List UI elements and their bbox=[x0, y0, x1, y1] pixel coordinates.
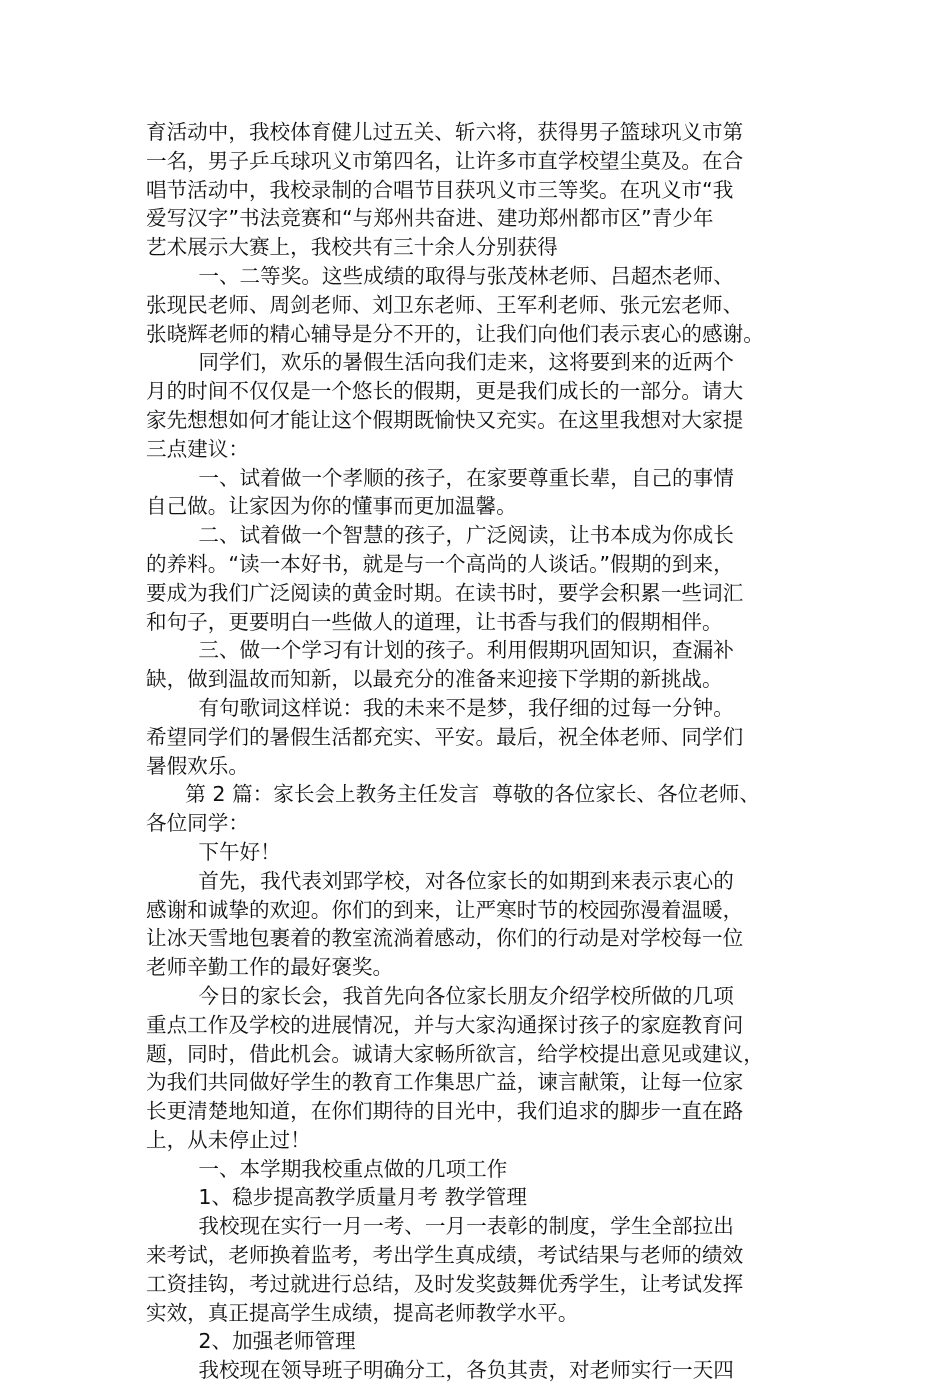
text-line: 张现民老师、周剑老师、刘卫东老师、王军利老师、张元宏老师、 bbox=[146, 292, 744, 317]
text-line: 2、加强老师管理 bbox=[146, 1329, 356, 1354]
text-line: 第 2 篇：家长会上教务主任发言 尊敬的各位家长、各位老师、 bbox=[146, 782, 760, 807]
text-line: 希望同学们的暑假生活都充实、平安。最后，祝全体老师、同学们 bbox=[146, 724, 744, 749]
text-line: 让冰天雪地包裹着的教室流淌着感动，你们的行动是对学校每一位 bbox=[146, 926, 744, 951]
text-line: 爱写汉字”书法竞赛和“与郑州共奋进、建功郑州都市区”青少年 bbox=[146, 206, 714, 231]
text-line: 感谢和诚挚的欢迎。你们的到来，让严寒时节的校园弥漫着温暖， bbox=[146, 897, 744, 922]
text-line: 二、试着做一个智慧的孩子，广泛阅读，让书本成为你成长 bbox=[146, 523, 734, 548]
text-line: 重点工作及学校的进展情况，并与大家沟通探讨孩子的家庭教育问 bbox=[146, 1012, 744, 1037]
text-line: 唱节活动中，我校录制的合唱节目获巩义市三等奖。在巩义市“我 bbox=[146, 177, 734, 202]
text-line: 的养料。“读一本好书，就是与一个高尚的人谈话。”假期的到来， bbox=[146, 551, 734, 576]
text-line: 家先想想如何才能让这个假期既愉快又充实。在这里我想对大家提 bbox=[146, 407, 744, 432]
text-line: 同学们，欢乐的暑假生活向我们走来，这将要到来的近两个 bbox=[146, 350, 734, 375]
text-line: 张晓辉老师的精心辅导是分不开的，让我们向他们表示衷心的感谢。 bbox=[146, 321, 764, 346]
text-line: 今日的家长会，我首先向各位家长朋友介绍学校所做的几项 bbox=[146, 983, 734, 1008]
text-line: 下午好！ bbox=[146, 839, 281, 864]
text-line: 自己做。让家因为你的懂事而更加温馨。 bbox=[146, 494, 517, 519]
text-line: 各位同学： bbox=[146, 811, 249, 836]
text-line: 一、试着做一个孝顺的孩子，在家要尊重长辈，自己的事情 bbox=[146, 465, 734, 490]
text-line: 为我们共同做好学生的教育工作集思广益，谏言献策，让每一位家 bbox=[146, 1070, 744, 1095]
text-line: 缺，做到温故而知新，以最充分的准备来迎接下学期的新挑战。 bbox=[146, 667, 723, 692]
text-line: 首先，我代表刘郢学校，对各位家长的如期到来表示衷心的 bbox=[146, 868, 734, 893]
text-line: 艺术展示大赛上，我校共有三十余人分别获得 bbox=[146, 235, 558, 260]
text-line: 长更清楚地知道，在你们期待的目光中，我们追求的脚步一直在路 bbox=[146, 1099, 744, 1124]
text-line: 工资挂钩，考过就进行总结，及时发奖鼓舞优秀学生，让考试发挥 bbox=[146, 1271, 744, 1296]
text-line: 三、做一个学习有计划的孩子。利用假期巩固知识，查漏补 bbox=[146, 638, 734, 663]
text-line: 上，从未停止过！ bbox=[146, 1127, 311, 1152]
text-line: 暑假欢乐。 bbox=[146, 753, 249, 778]
text-line: 一、二等奖。这些成绩的取得与张茂林老师、吕超杰老师、 bbox=[146, 263, 734, 288]
text-line: 和句子，更要明白一些做人的道理，让书香与我们的假期相伴。 bbox=[146, 609, 723, 634]
text-line: 一名，男子乒乓球巩义市第四名，让许多市直学校望尘莫及。在合 bbox=[146, 148, 744, 173]
text-line: 月的时间不仅仅是一个悠长的假期，更是我们成长的一部分。请大 bbox=[146, 379, 744, 404]
text-line: 题，同时，借此机会。诚请大家畅所欲言，给学校提出意见或建议， bbox=[146, 1041, 764, 1066]
text-line: 我校现在实行一月一考、一月一表彰的制度，学生全部拉出 bbox=[146, 1214, 734, 1239]
text-line: 三点建议： bbox=[146, 436, 249, 461]
text-line: 我校现在领导班子明确分工，各负其责，对老师实行一天四 bbox=[146, 1358, 734, 1383]
text-line: 要成为我们广泛阅读的黄金时期。在读书时，要学会积累一些词汇 bbox=[146, 580, 744, 605]
text-line: 有句歌词这样说：我的未来不是梦，我仔细的过每一分钟。 bbox=[146, 695, 734, 720]
document-body bbox=[146, 118, 826, 1385]
text-line: 老师辛勤工作的最好褒奖。 bbox=[146, 955, 394, 980]
text-line: 一、本学期我校重点做的几项工作 bbox=[146, 1156, 508, 1181]
text-line: 实效，真正提高学生成绩，提高老师教学水平。 bbox=[146, 1300, 579, 1325]
text-line: 来考试，老师换着监考，考出学生真成绩，考试结果与老师的绩效 bbox=[146, 1243, 744, 1268]
text-line: 育活动中，我校体育健儿过五关、斩六将，获得男子篮球巩义市第 bbox=[146, 120, 744, 144]
text-line: 1、稳步提高教学质量月考 教学管理 bbox=[146, 1185, 527, 1210]
